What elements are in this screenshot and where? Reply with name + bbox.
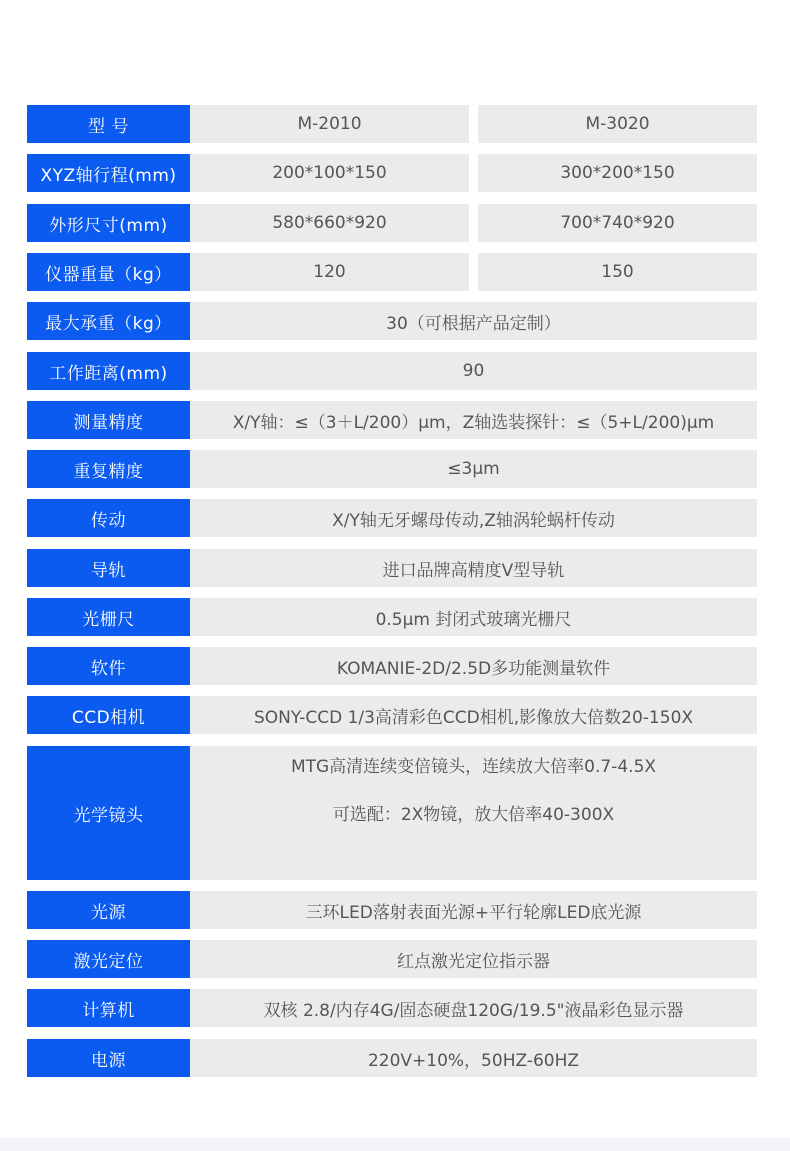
power-supply-value: 220V+10%，50HZ-60HZ — [190, 1039, 757, 1077]
accuracy-value: X/Y轴：≤（3＋L/200）μm，Z轴选装探针：≤（5+L/200)μm — [190, 401, 757, 439]
row-label-light-source: 光源 — [27, 891, 190, 929]
dimensions-m3020: 700*740*920 — [478, 204, 757, 242]
row-label-grating-scale: 光栅尺 — [27, 598, 190, 636]
row-label-ccd-camera: CCD相机 — [27, 696, 190, 734]
xyz-travel-m2010: 200*100*150 — [190, 154, 469, 192]
max-load-value: 30（可根据产品定制） — [190, 302, 757, 340]
optical-lens-value — [190, 746, 757, 880]
xyz-travel-m3020: 300*200*150 — [478, 154, 757, 192]
row-label-optical-lens: 光学镜头 — [27, 746, 190, 880]
row-label-drive: 传动 — [27, 499, 190, 537]
repeatability-value: ≤3μm — [190, 450, 757, 488]
guide-rail-value: 进口品牌高精度V型导轨 — [190, 549, 757, 587]
row-label-repeatability: 重复精度 — [27, 450, 190, 488]
row-label-accuracy: 测量精度 — [27, 401, 190, 439]
row-label-working-distance: 工作距离(mm) — [27, 352, 190, 390]
row-label-computer: 计算机 — [27, 989, 190, 1027]
row-label-xyz-travel: XYZ轴行程(mm) — [27, 154, 190, 192]
row-label-max-load: 最大承重（kg） — [27, 302, 190, 340]
grating-scale-value: 0.5μm 封闭式玻璃光栅尺 — [190, 598, 757, 636]
working-distance-value: 90 — [190, 352, 757, 390]
software-value: KOMANIE-2D/2.5D多功能测量软件 — [190, 647, 757, 685]
laser-positioning-value: 红点激光定位指示器 — [190, 940, 757, 978]
optical-lens-line-1: MTG高清连续变倍镜头，连续放大倍率0.7-4.5X — [290, 757, 657, 777]
row-label-power-supply: 电源 — [27, 1039, 190, 1077]
row-label-guide-rail: 导轨 — [27, 549, 190, 587]
row-label-model: 型 号 — [27, 105, 190, 143]
row-label-software: 软件 — [27, 647, 190, 685]
weight-m2010: 120 — [190, 253, 469, 291]
row-label-weight: 仪器重量（kg） — [27, 253, 190, 291]
row-label-laser-positioning: 激光定位 — [27, 940, 190, 978]
weight-m3020: 150 — [478, 253, 757, 291]
model-m3020: M-3020 — [478, 105, 757, 143]
model-m2010: M-2010 — [190, 105, 469, 143]
light-source-value: 三环LED落射表面光源+平行轮廓LED底光源 — [190, 891, 757, 929]
row-label-dimensions: 外形尺寸(mm) — [27, 204, 190, 242]
dimensions-m2010: 580*660*920 — [190, 204, 469, 242]
computer-value: 双核 2.8/内存4G/固态硬盘120G/19.5"液晶彩色显示器 — [190, 989, 757, 1027]
bottom-band — [0, 1138, 790, 1151]
ccd-camera-value: SONY-CCD 1/3高清彩色CCD相机,影像放大倍数20-150X — [190, 696, 757, 734]
drive-value: X/Y轴无牙螺母传动,Z轴涡轮蜗杆传动 — [190, 499, 757, 537]
optical-lens-line-2: 可选配：2X物镜，放大倍率40-300X — [332, 805, 615, 825]
